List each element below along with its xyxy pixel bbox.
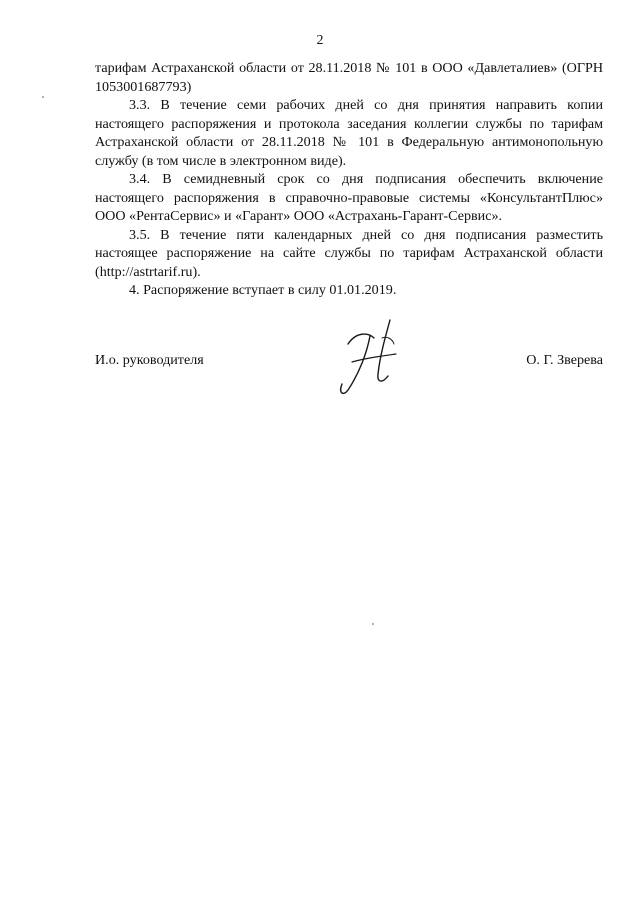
handwritten-signature: [330, 318, 410, 398]
document-body: [95, 59, 603, 300]
signatory-name: О. Г. Зверева: [526, 352, 603, 368]
paragraph-3-5: 3.5. В течение пяти календарных дней со дня подписания разместить настоящее распоряжение на сайте службы по тарифам Астраханской области (http://astrtarif.ru).: [95, 226, 603, 280]
scan-speck: [42, 96, 44, 98]
paragraph-4: 4. Распоряжение вступает в силу 01.01.2019.: [129, 282, 397, 298]
paragraph-continuation: тарифам Астраханской области от 28.11.2018 № 101 в ООО «Давлеталиев» (ОГРН 1053001687793): [95, 60, 603, 95]
page-number: 2: [316, 33, 324, 48]
signatory-title: И.о. руководителя: [95, 352, 204, 368]
scan-speck: [372, 623, 374, 625]
paragraph-3-3: 3.3. В течение семи рабочих дней со дня принятия направить копии настоящего распоряжения и протокола заседания коллегии службы по тарифам Астраханской области от 28.11.2018 № 101 в Федеральную антимонопольную службу (в том числе в электронном виде).: [95, 97, 603, 169]
paragraph-3-4: 3.4. В семидневный срок со дня подписания обеспечить включение настоящего распоряжения в справочно-правовые системы «КонсультантПлюс» ООО «РентаСервис» и «Гарант» ООО «Астрахань-Гарант-Сервис».: [95, 171, 603, 224]
